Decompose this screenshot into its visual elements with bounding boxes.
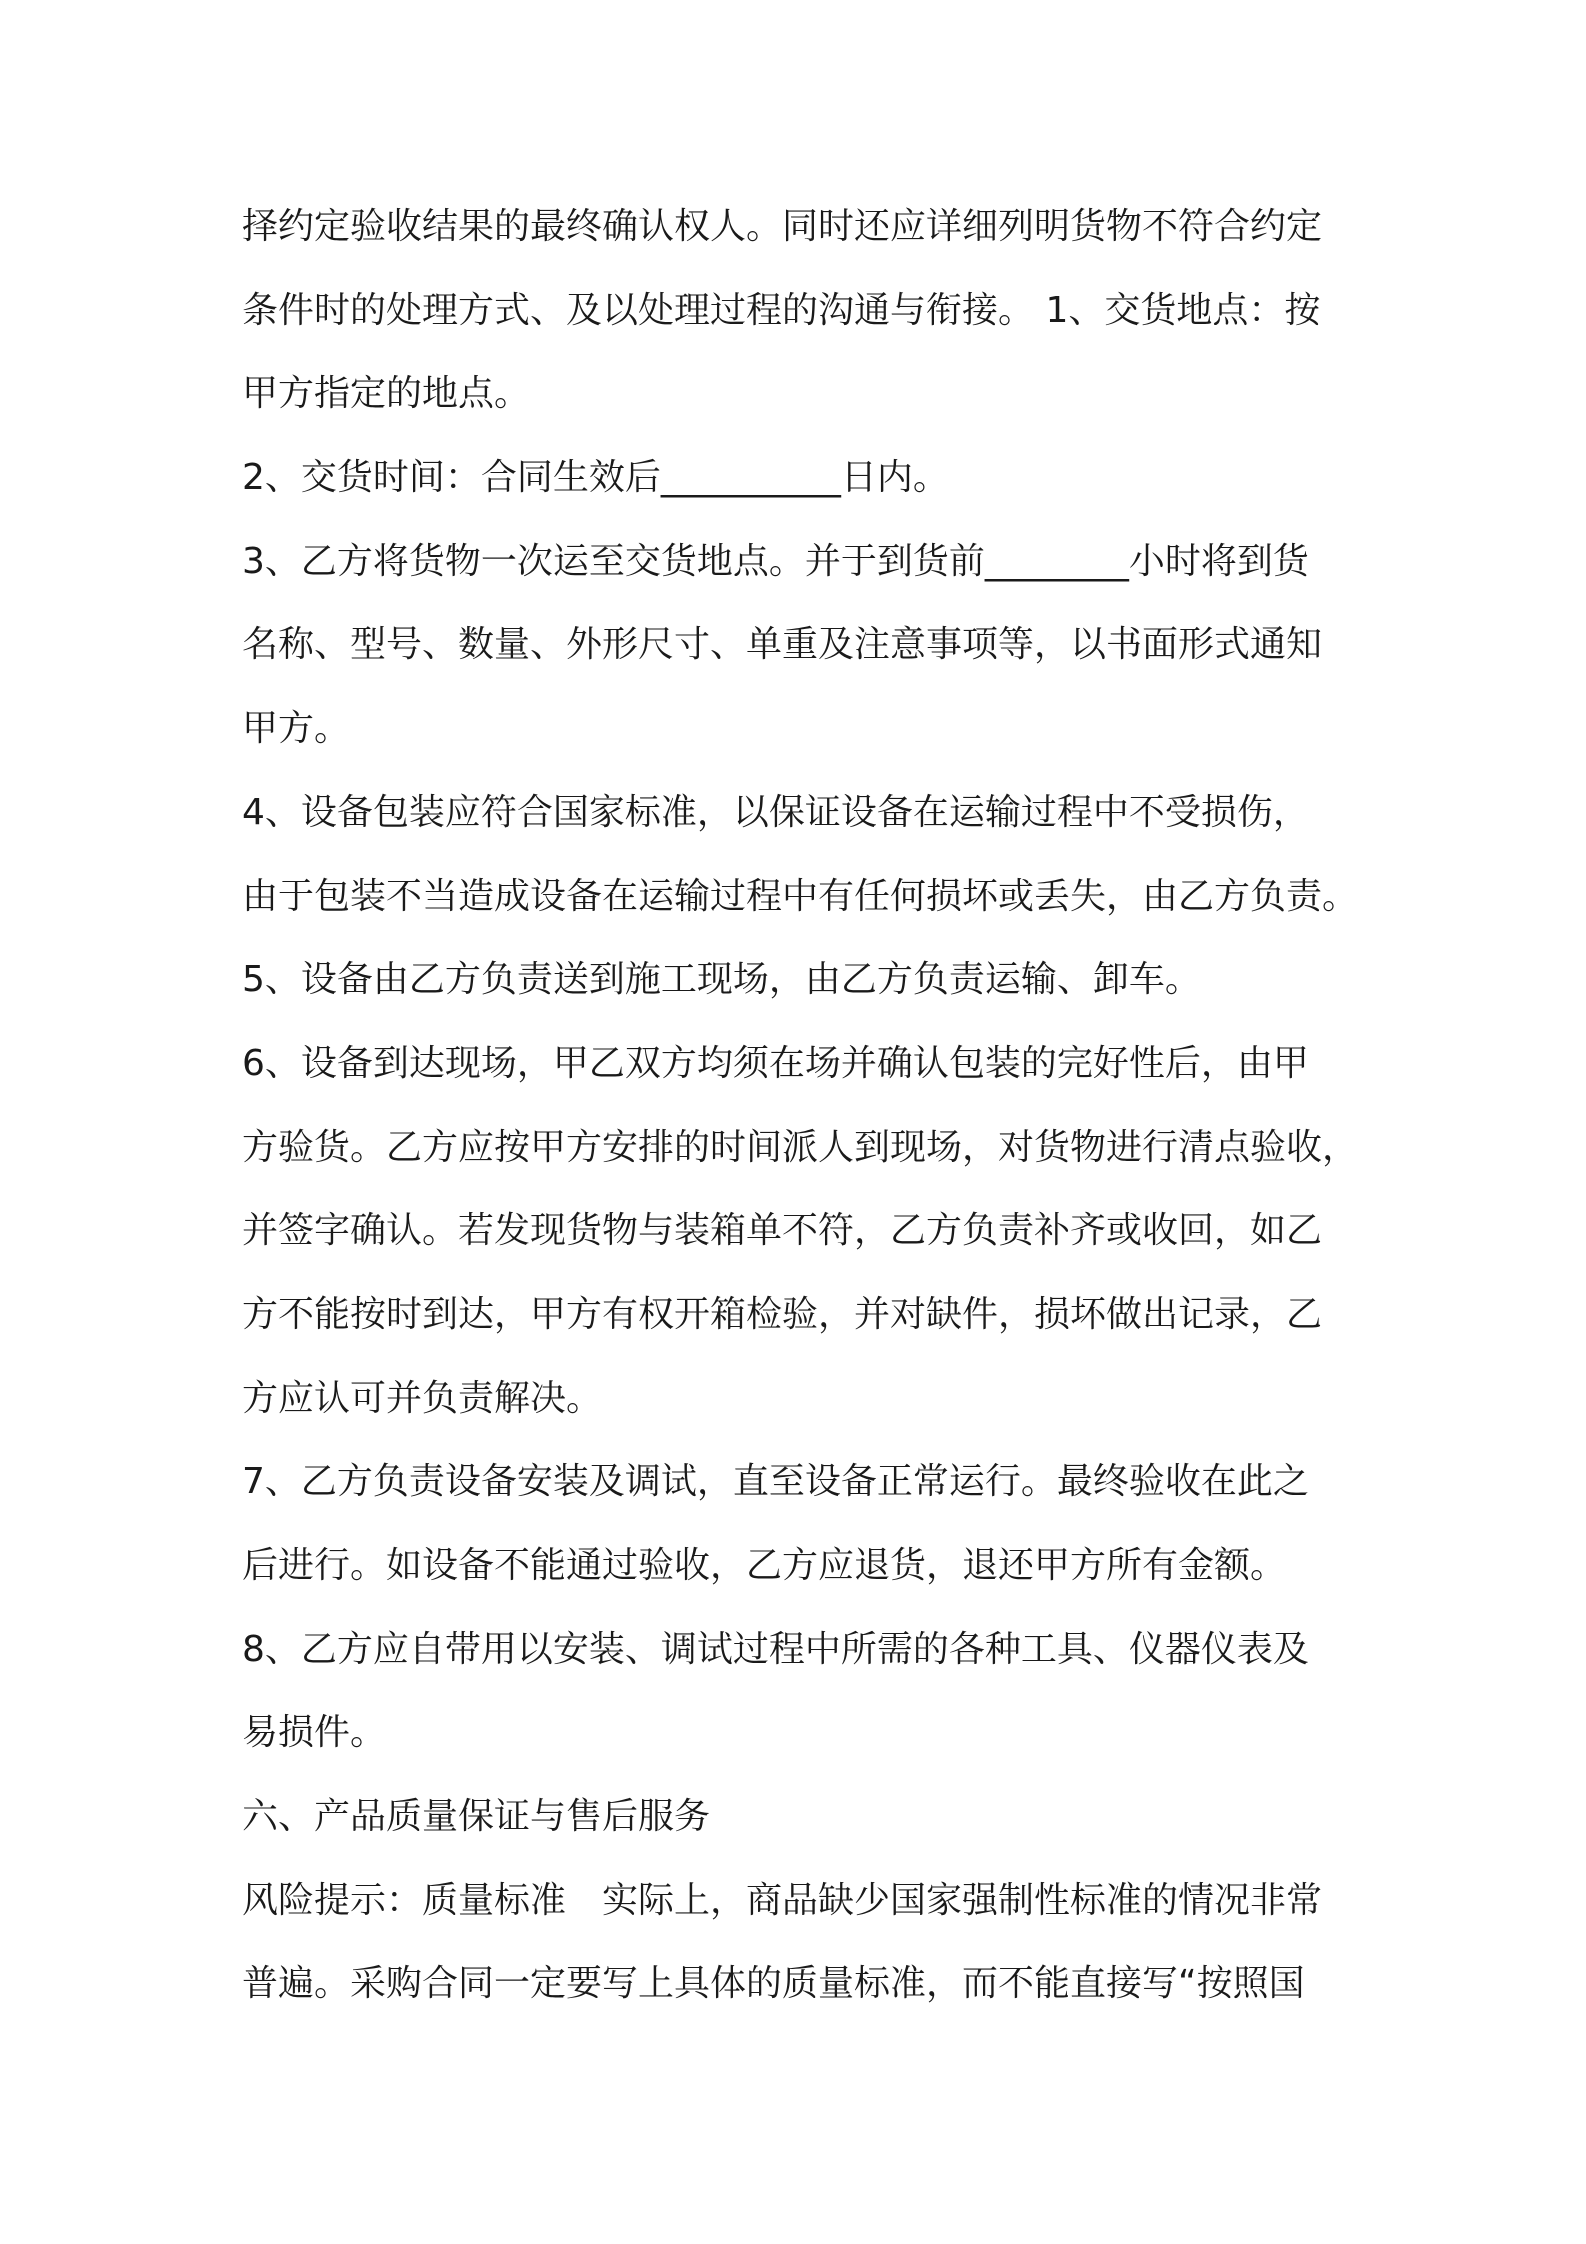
body-line-4: 2、交货时间：合同生效后__________日内。 xyxy=(242,457,949,499)
body-line-7: 甲方。 xyxy=(242,708,351,750)
body-line-15: 方应认可并负责解决。 xyxy=(242,1377,603,1419)
body-line-18: 8、乙方应自带用以安装、调试过程中所需的各种工具、仪器仪表及 xyxy=(242,1628,1309,1670)
body-line-11: 6、设备到达现场，甲乙双方均须在场并确认包装的完好性后，由甲 xyxy=(242,1042,1309,1084)
body-line-10: 5、设备由乙方负责送到施工现场，由乙方负责运输、卸车。 xyxy=(242,959,1201,1001)
body-line-1: 择约定验收结果的最终确认权人。同时还应详细列明货物不符合约定 xyxy=(242,206,1323,247)
body-line-8: 4、设备包装应符合国家标准，以保证设备在运输过程中不受损伤， xyxy=(242,791,1309,833)
body-line-6: 名称、型号、数量、外形尺寸、单重及注意事项等，以书面形式通知 xyxy=(242,624,1323,666)
section-heading: 六、产品质量保证与售后服务 xyxy=(242,1796,711,1838)
body-line-21: 风险提示：质量标准 实际上，商品缺少国家强制性标准的情况非常 xyxy=(242,1879,1323,1921)
body-line-17: 后进行。如设备不能通过验收，乙方应退货，退还甲方所有金额。 xyxy=(242,1545,1287,1586)
body-line-3: 甲方指定的地点。 xyxy=(242,373,531,415)
body-line-22: 普遍。采购合同一定要写上具体的质量标准，而不能直接写“按照国 xyxy=(242,1963,1305,2005)
body-line-12: 方验货。乙方应按甲方安排的时间派人到现场，对货物进行清点验收， xyxy=(242,1126,1359,1168)
body-line-9: 由于包装不当造成设备在运输过程中有任何损坏或丢失，由乙方负责。 xyxy=(242,875,1359,917)
document-body xyxy=(242,185,1542,2026)
body-line-13: 并签字确认。若发现货物与装箱单不符，乙方负责补齐或收回，如乙 xyxy=(242,1210,1323,1252)
body-line-19: 易损件。 xyxy=(242,1712,387,1754)
body-line-14: 方不能按时到达，甲方有权开箱检验，并对缺件，损坏做出记录，乙 xyxy=(242,1293,1323,1335)
body-line-2: 条件时的处理方式、及以处理过程的沟通与衔接。 1、交货地点：按 xyxy=(242,289,1321,331)
body-line-16: 7、乙方负责设备安装及调试，直至设备正常运行。最终验收在此之 xyxy=(242,1461,1309,1503)
body-line-5: 3、乙方将货物一次运至交货地点。并于到货前________小时将到货 xyxy=(242,540,1309,582)
